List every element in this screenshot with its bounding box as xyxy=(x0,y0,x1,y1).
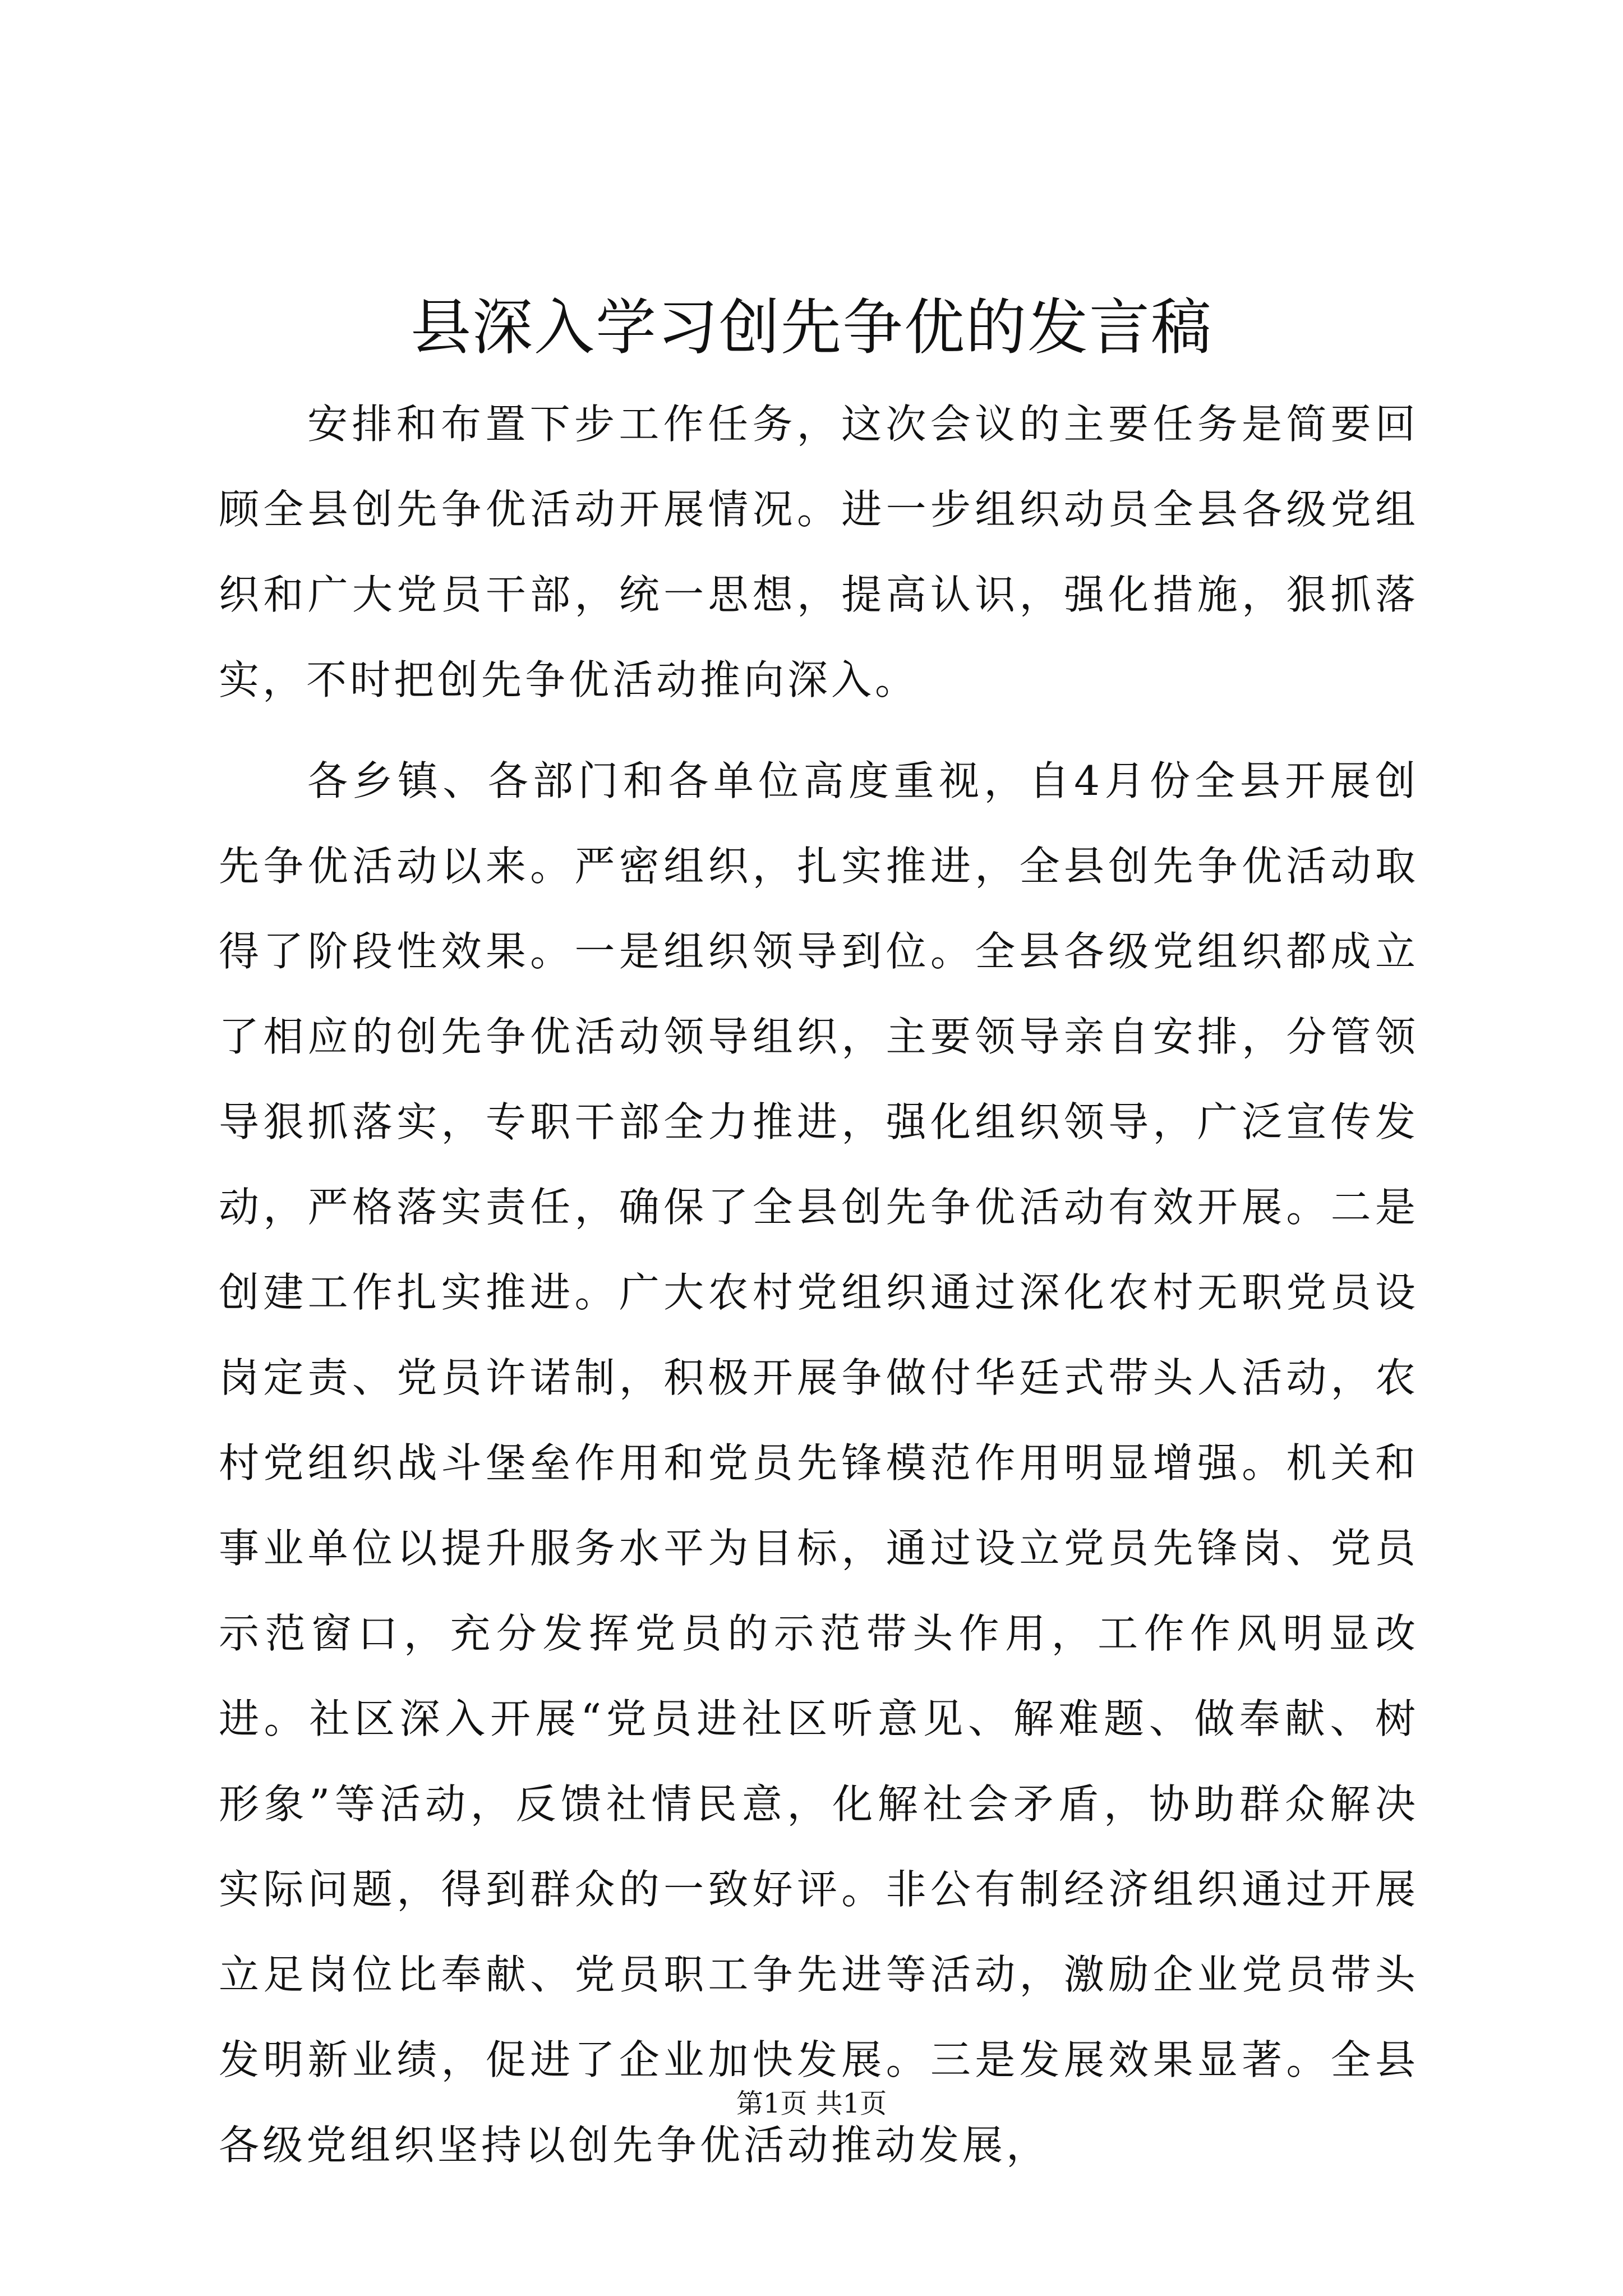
paragraph-2: 各乡镇、各部门和各单位高度重视，自4月份全县开展创先争优活动以来。严密组织，扎实推进，全县创先争优活动取得了阶段性效果。一是组织领导到位。全县各级党组织都成立了相应的创先争优活动领导组织，主要领导亲自安排，分管领导狠抓落实，专职干部全力推进，强化组织领导，广泛宣传发动，严格落实责任，确保了全县创先争优活动有效开展。二是创建工作扎实推进。广大农村党组织通过深化农村无职党员设岗定责、党员许诺制，积极开展争做付华廷式带头人活动，农村党组织战斗堡垒作用和党员先锋模范作用明显增强。机关和事业单位以提升服务水平为目标，通过设立党员先锋岗、党员示范窗口，充分发挥党员的示范带头作用，工作作风明显改进。社区深入开展“党员进社区听意见、解难题、做奉献、树形象”等活动，反馈社情民意，化解社会矛盾，协助群众解决实际问题，得到群众的一致好评。非公有制经济组织通过开展立足岗位比奉献、党员职工争先进等活动，激励企业党员带头发明新业绩，促进了企业加快发展。三是发展效果显著。全县各级党组织坚持以创先争优活动推动发展， xyxy=(219,757,1419,2169)
paragraph-1: 安排和布置下步工作任务，这次会议的主要任务是简要回顾全县创先争优活动开展情况。进一步组织动员全县各级党组织和广大党员干部，统一思想，提高认识，强化措施，狠抓落实，不时把创先争优活动推向深入。 xyxy=(219,401,1419,703)
page-footer: 第1页 共1页 xyxy=(736,2088,887,2119)
document-title: 县深入学习创先争优的发言稿 xyxy=(410,293,1212,363)
document-body xyxy=(219,381,1419,2203)
